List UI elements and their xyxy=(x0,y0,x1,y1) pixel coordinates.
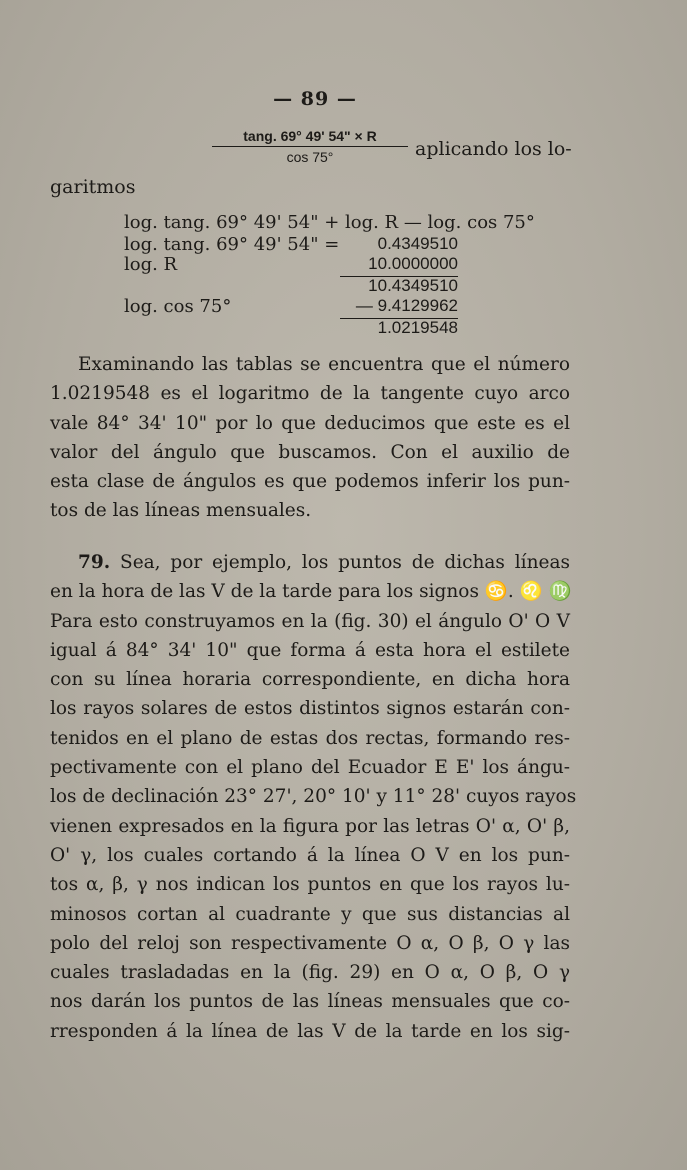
paragraph-line: tos α, β, γ nos indican los puntos en que los rayos lu- xyxy=(50,874,570,896)
paragraph-line: tos de las líneas mensuales. xyxy=(50,500,312,522)
paragraph-line: tenidos en el plano de estas dos rectas, formando res- xyxy=(50,727,570,749)
paragraph-examinando xyxy=(50,350,570,526)
paragraph-line: polo del reloj son respectivamente O α, O β, O γ las xyxy=(50,932,570,954)
calc-label-2: log. R xyxy=(124,254,178,275)
fraction-denominator: cos 75° xyxy=(286,149,334,165)
continuation-text: garitmos xyxy=(50,176,136,198)
fraction-numerator: tang. 69° 49' 54" × R xyxy=(212,128,408,147)
calc-value-2: 10.0000000 xyxy=(368,254,458,273)
paragraph-line: con su línea horaria correspondiente, en dicha hora xyxy=(50,669,570,691)
calc-label-4: log. cos 75° xyxy=(124,296,232,317)
paragraph-line: en la hora de las V de la tarde para los signos ♋. ♌ ♍ xyxy=(50,581,572,603)
paragraph-79 xyxy=(50,548,577,1046)
paragraph-line: Para esto construyamos en la (fig. 30) el ángulo O' O V xyxy=(50,610,570,632)
paragraph-line: igual á 84° 34' 10" que forma á esta hora el estilete xyxy=(50,639,570,661)
fraction-suffix-text: aplicando los lo- xyxy=(415,138,572,160)
paragraph-line: nos darán los puntos de las líneas mensuales que co- xyxy=(50,991,570,1013)
page-number: — 89 — xyxy=(273,88,357,110)
calc-value-5: 1.0219548 xyxy=(377,318,458,337)
paragraph-line: cuales trasladadas en la (fig. 29) en O α, O β, O γ xyxy=(50,962,570,984)
paragraph-line: O' γ, los cuales cortando á la línea O V en los pun- xyxy=(50,844,570,866)
fraction-expression xyxy=(212,128,408,165)
paragraph-line: vienen expresados en la figura por las letras O' α, O' β, xyxy=(50,815,570,837)
section-number: 79. xyxy=(78,552,111,573)
paragraph-line: esta clase de ángulos es que podemos inferir los pun- xyxy=(50,471,570,493)
paragraph-line: valor del ángulo que buscamos. Con el auxilio de xyxy=(50,441,570,463)
paragraph-line: vale 84° 34' 10" por lo que deducimos que este es el xyxy=(50,412,570,434)
calc-value-1: 0.4349510 xyxy=(377,234,458,253)
paragraph-line: los rayos solares de estos distintos signos estarán con- xyxy=(50,698,570,720)
log-equation: log. tang. 69° 49' 54" + log. R — log. cos 75° xyxy=(124,212,535,233)
paragraph-line: los de declinación 23° 27', 20° 10' y 11° 28' cuyos rayos xyxy=(50,786,577,808)
paragraph-line: minosos cortan al cuadrante y que sus distancias al xyxy=(50,903,570,925)
paragraph-line: pectivamente con el plano del Ecuador E E' los ángu- xyxy=(50,757,570,779)
paragraph-line: Examinando las tablas se encuentra que el número xyxy=(78,354,570,375)
paragraph-line: rresponden á la línea de las V de la tarde en los sig- xyxy=(50,1020,570,1042)
calc-label-1: log. tang. 69° 49' 54" = xyxy=(124,234,340,255)
first-line-text: Sea, por ejemplo, los puntos de dichas líneas xyxy=(120,552,570,573)
calc-value-4: — 9.4129962 xyxy=(355,296,458,315)
paragraph-line: 1.0219548 es el logaritmo de la tangente cuyo arco xyxy=(50,383,570,405)
paragraph-first-line xyxy=(50,548,570,577)
calc-value-3: 10.4349510 xyxy=(368,276,458,295)
